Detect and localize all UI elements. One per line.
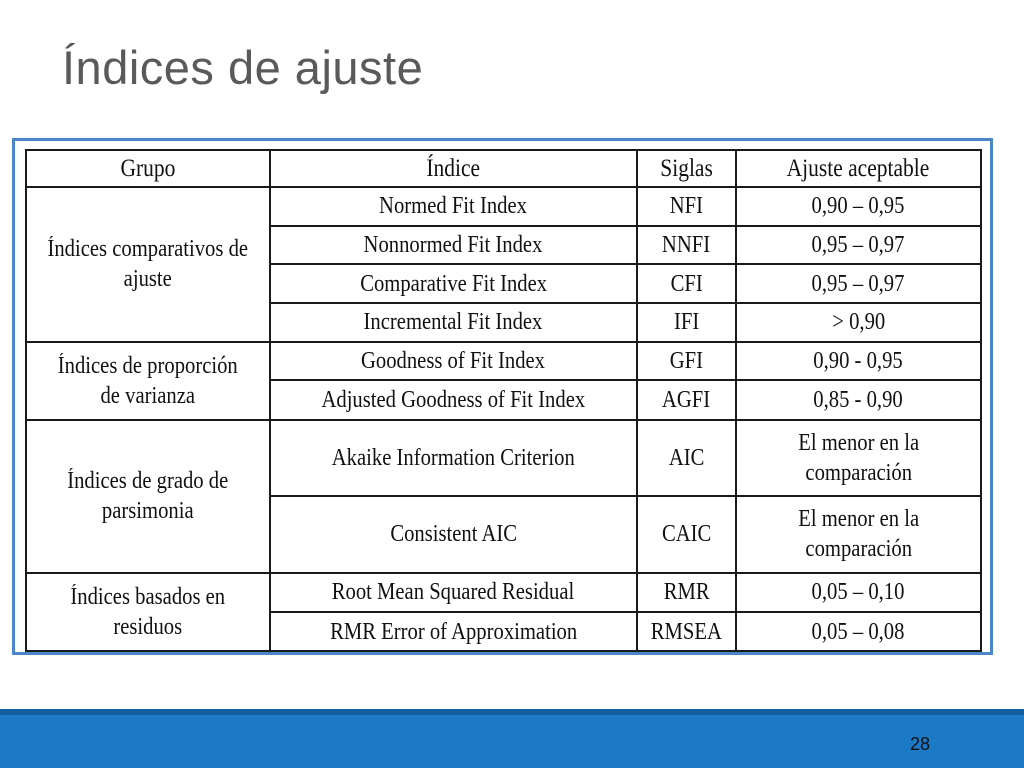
index-cell: Comparative Fit Index: [270, 264, 638, 303]
index-cell: Root Mean Squared Residual: [270, 573, 638, 613]
slide-title: Índices de ajuste: [62, 41, 424, 94]
acceptable-cell: 0,05 – 0,10: [736, 573, 981, 613]
acceptable-cell: > 0,90: [736, 303, 981, 342]
footer-divider: [0, 709, 1024, 715]
acceptable-cell: 0,95 – 0,97: [736, 226, 981, 265]
acceptable-cell: 0,85 - 0,90: [736, 380, 981, 420]
page-number: 28: [909, 734, 931, 754]
abbr-cell: AIC: [637, 420, 735, 496]
acceptable-cell: 0,05 – 0,08: [736, 612, 981, 651]
footer-band: [0, 709, 1024, 768]
abbr-cell: GFI: [637, 342, 735, 381]
acceptable-cell: 0,90 - 0,95: [736, 342, 981, 381]
table-header-row: [26, 150, 981, 187]
acceptable-cell: 0,90 – 0,95: [736, 187, 981, 226]
abbr-cell: CFI: [637, 264, 735, 303]
index-cell: Nonnormed Fit Index: [270, 226, 638, 265]
fit-indices-table: [25, 149, 982, 652]
table-row: [26, 342, 981, 381]
index-cell: Normed Fit Index: [270, 187, 638, 226]
group-cell-parsimony: Índices de grado de parsimonia: [26, 420, 270, 573]
index-cell: Adjusted Goodness of Fit Index: [270, 380, 638, 420]
table-row: [26, 187, 981, 226]
header-index: Índice: [270, 150, 638, 187]
header-group: Grupo: [26, 150, 270, 187]
group-cell-variance: Índices de proporción de varianza: [26, 342, 270, 420]
table-row: [26, 420, 981, 496]
index-cell: Consistent AIC: [270, 496, 638, 572]
index-cell: Akaike Information Criterion: [270, 420, 638, 496]
acceptable-cell: El menor en la comparación: [736, 420, 981, 496]
acceptable-cell: 0,95 – 0,97: [736, 264, 981, 303]
abbr-cell: RMSEA: [637, 612, 735, 651]
abbr-cell: NFI: [637, 187, 735, 226]
group-cell-comparative: Índices comparativos de ajuste: [26, 187, 270, 342]
header-acceptable-fit: Ajuste aceptable: [736, 150, 981, 187]
index-cell: Incremental Fit Index: [270, 303, 638, 342]
index-cell: RMR Error of Approximation: [270, 612, 638, 651]
header-abbr: Siglas: [637, 150, 735, 187]
group-cell-residuals: Índices basados en residuos: [26, 573, 270, 651]
abbr-cell: IFI: [637, 303, 735, 342]
index-cell: Goodness of Fit Index: [270, 342, 638, 381]
fit-indices-table-container: [25, 149, 982, 652]
table-image-frame: [12, 138, 993, 655]
acceptable-cell: El menor en la comparación: [736, 496, 981, 572]
table-row: [26, 573, 981, 613]
abbr-cell: CAIC: [637, 496, 735, 572]
abbr-cell: NNFI: [637, 226, 735, 265]
abbr-cell: RMR: [637, 573, 735, 613]
abbr-cell: AGFI: [637, 380, 735, 420]
